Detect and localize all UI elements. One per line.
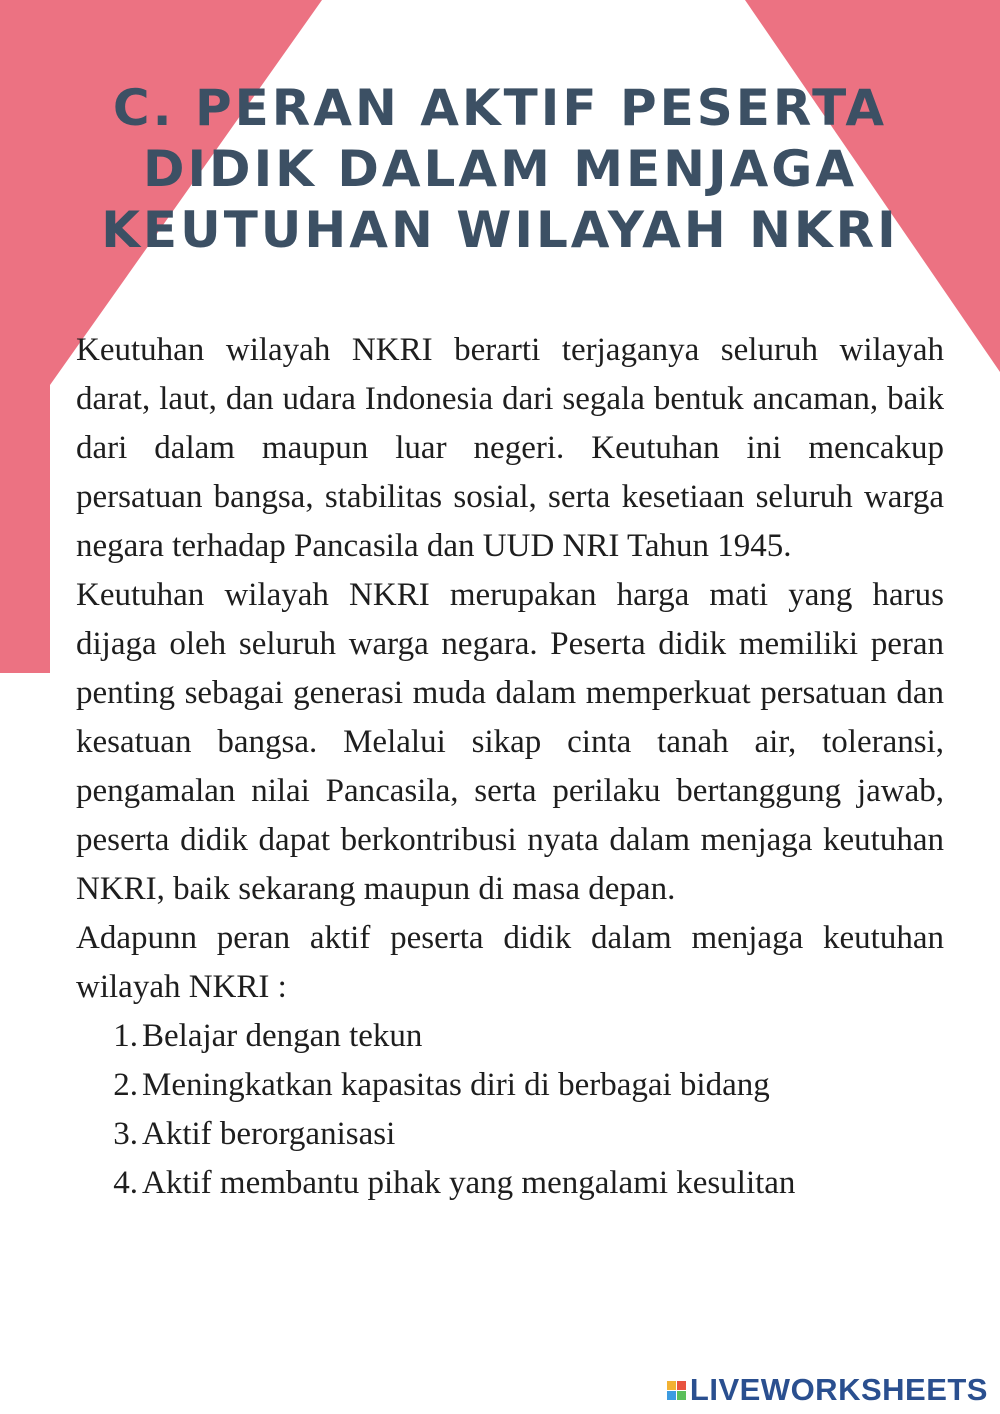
list-item xyxy=(104,1110,944,1159)
list-item-text: Meningkatkan kapasitas diri di berbagai bidang xyxy=(142,1067,770,1103)
title-line-1: C. PERAN AKTIF PESERTA xyxy=(112,79,888,137)
list-item-number: 2. xyxy=(113,1067,138,1103)
main-content xyxy=(76,326,944,1208)
list-item-number: 4. xyxy=(113,1165,138,1201)
list-item xyxy=(104,1159,944,1208)
title-line-2: DIDIK DALAM MENJAGA xyxy=(142,140,858,198)
paragraph-1: Keutuhan wilayah NKRI berarti terjaganya seluruh wilayah darat, laut, dan udara Indonesia dari segala bentuk ancaman, baik dari dalam maupun luar negeri. Keutuhan ini mencakup persatuan bangsa, stabilitas sosial, serta kesetiaan seluruh warga negara terhadap Pancasila dan UUD NRI Tahun 1945. xyxy=(76,332,944,564)
list-item-text: Aktif berorganisasi xyxy=(142,1116,396,1152)
list-item xyxy=(104,1061,944,1110)
paragraph-2: Keutuhan wilayah NKRI merupakan harga mati yang harus dijaga oleh seluruh warga negara. Peserta didik memiliki peran penting sebagai generasi muda dalam memperkuat persatuan dan kesatuan bangsa. Melalui sikap cinta tanah air, toleransi, pengamalan nilai Pancasila, serta perilaku bertanggung jawab, peserta didik dapat berkontribusi nyata dalam menjaga keutuhan NKRI, baik sekarang maupun di masa depan. xyxy=(76,577,944,907)
list-item-text: Aktif membantu pihak yang mengalami kesulitan xyxy=(142,1165,796,1201)
paragraph-3: Adapunn peran aktif peserta didik dalam menjaga keutuhan wilayah NKRI : xyxy=(76,920,944,1005)
brand-label: LIVEWORKSHEETS xyxy=(689,1372,988,1407)
list-item-text: Belajar dengan tekun xyxy=(142,1018,423,1054)
list-item-number: 3. xyxy=(113,1116,138,1152)
page-title xyxy=(60,78,940,261)
liveworksheets-logo-icon xyxy=(667,1381,686,1400)
title-line-3: KEUTUHAN WILAYAH NKRI xyxy=(101,201,899,259)
list-item-number: 1. xyxy=(113,1018,138,1054)
liveworksheets-brand[interactable] xyxy=(667,1372,988,1408)
role-list xyxy=(76,1012,944,1208)
list-item xyxy=(104,1012,944,1061)
